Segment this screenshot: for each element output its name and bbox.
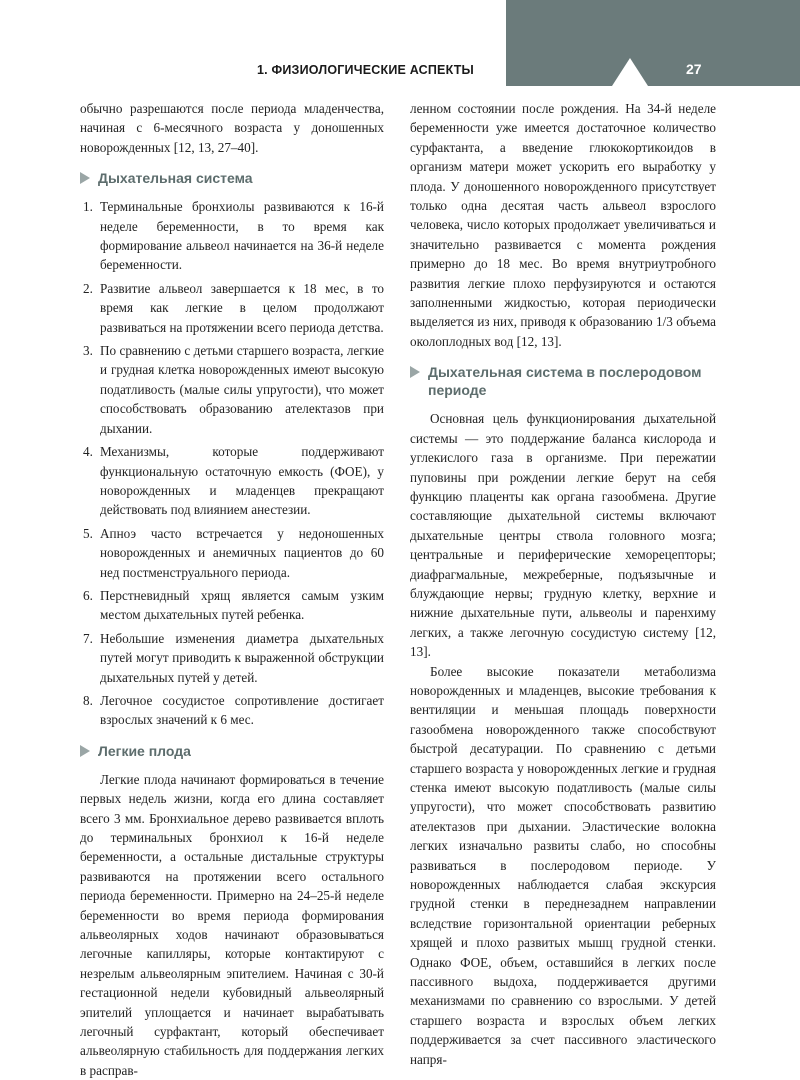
list-item <box>80 279 384 337</box>
list-item <box>80 691 384 730</box>
list-item-number: 4. <box>83 444 93 460</box>
triangle-bullet-icon <box>80 745 90 757</box>
list-item-text: Механизмы, которые поддерживают функциональную остаточную емкость (ФОЕ), у новорожденных и младенцев прекращают действовать под влиянием анестезии. <box>100 444 384 518</box>
triangle-bullet-icon <box>80 172 90 184</box>
chapter-title: 1. ФИЗИОЛОГИЧЕСКИЕ АСПЕКТЫ <box>257 63 474 77</box>
list-item <box>80 629 384 687</box>
intro-paragraph: обычно разрешаются после периода младенчества, начиная с 6-месячного возраста у доношенных новорожденных [12, 13, 27–40]. <box>80 101 384 155</box>
list-item-number: 5. <box>83 525 93 541</box>
list-item-text: Перстневидный хрящ является самым узким местом дыхательных путей ребенка. <box>100 587 384 623</box>
list-item-number: 8. <box>83 692 93 708</box>
section-heading-text: Дыхательная система в послеродовом периоде <box>428 364 702 399</box>
page-number: 27 <box>686 61 702 77</box>
list-item-number: 7. <box>83 630 93 646</box>
header-notch-decoration <box>612 58 648 86</box>
continuation-paragraph: ленном состоянии после рождения. На 34-й неделе беременности уже имеется достаточное количество сурфактанта, а введение глюкокортикоидов в организм матери может ускорить его выработку у плода. У доношенного новорожденного присутствует только одна десятая часть альвеол взрослого человека, число которых продолжает увеличиваться и значительно развивается с момента рождения примерно до 18 мес. Во время внутриутробного развития легкие плохо перфузируются и остаются заполненными жидкостью, которая периодически выделяется из них, приводя к образованию 1/3 объема околоплодных вод [12, 13]. <box>410 101 716 349</box>
section-heading-text: Легкие плода <box>98 742 191 759</box>
postnatal-paragraph-2: Более высокие показатели метаболизма новорожденных и младенцев, высокие требования к вентиляции и меньшая площадь поверхности газообмена новорожденного также способствуют быстрой десатурации. По сравнению с детьми старшего возраста у новорожденных легкие и грудная стенка имеют высокую податливость (малые силы упругости), что может способствовать развитию ателектазов при дыхании. Эластические волокна легких изначально развиты слабо, но способны развиваться в послеродовом периоде. У новорожденных наблюдается слабая экскурсия грудной стенки в переднезаднем направлении вследствие горизонтальной ориентации реберных хрящей и плохо развитых мышц грудной стенки. Однако ФОЕ, объем, оставшийся в легких после пассивного выдоха, поддерживается другими механизмами по сравнению со взрослыми. У детей старшего возраста и взрослых объем легких поддерживается за счет пассивного эластического напря- <box>410 663 716 1067</box>
list-item-number: 1. <box>83 199 93 215</box>
list-item <box>80 197 384 275</box>
list-item-text: Небольшие изменения диаметра дыхательных путей могут приводить к выраженной обструкции дыхательных путей у детей. <box>100 630 384 685</box>
triangle-bullet-icon <box>410 366 420 378</box>
right-column <box>410 99 716 1069</box>
list-item <box>80 524 384 582</box>
list-item-number: 6. <box>83 587 93 603</box>
key-points-list <box>80 197 384 730</box>
section-heading-fetal-lungs <box>80 742 384 760</box>
list-item-number: 3. <box>83 343 93 359</box>
list-item-text: Апноэ часто встречается у недоношенных новорожденных и анемичных пациентов до 60 нед постменструального периода. <box>100 525 384 580</box>
section-heading-postnatal-respiratory <box>410 363 716 399</box>
list-item <box>80 586 384 625</box>
fetal-lungs-paragraph: Легкие плода начинают формироваться в течение первых недель жизни, когда его длина составляет всего 3 мм. Бронхиальное дерево развивается вплоть до терминальных бронхиол к 16-й неделе беременности, а остальные дистальные структуры развиваются на протяжении всего остального периода беременности. Примерно на 24–25-й неделе беременности во время периода формирования альвеолярных ходов начинают образовываться легочные капилляры, которые контактируют с незрелым альвеолярным эпителием. Начиная с 30-й гестационной недели кубовидный альвеолярный эпителий уплощается и начинает вырабатывать легочный сурфактант, который обеспечивает альвеолярную стабильность для поддержания легких в расправ- <box>80 771 384 1078</box>
list-item <box>80 442 384 520</box>
postnatal-paragraph-1: Основная цель функционирования дыхательной системы — это поддержание баланса кислорода и углекислого газа в организме. При пережатии пуповины при рождении легкие берут на себя функцию плаценты как органа газообмена. Другие составляющие дыхательной системы включают дыхательные центры ствола головного мозга; центральные и периферические хеморецепторы; диафрагмальные, межреберные, подъязычные и блуждающие нервы; грудную клетку, верхние и нижние дыхательные пути, альвеолы и паренхиму легких, а также легочную сосудистую систему [12, 13]. <box>410 411 716 660</box>
left-column <box>80 99 384 1080</box>
section-heading-text: Дыхательная система <box>98 170 253 187</box>
list-item-text: Терминальные бронхиолы развиваются к 16-й неделе беременности, в то время как формирование альвеол начинается на 36-й неделе беременности. <box>100 199 384 273</box>
list-item-number: 2. <box>83 280 93 296</box>
list-item <box>80 341 384 438</box>
list-item-text: По сравнению с детьми старшего возраста, легкие и грудная клетка новорожденных имеют высокую податливость (малые силы упругости), что может способствовать образованию ателектазов при дыхании. <box>100 343 384 436</box>
list-item-text: Легочное сосудистое сопротивление достигает взрослых значений к 6 мес. <box>100 692 384 728</box>
list-item-text: Развитие альвеол завершается к 18 мес, в то время как легкие в целом продолжают развиваться на протяжении всего периода детства. <box>100 280 384 335</box>
header-band <box>506 0 800 86</box>
section-heading-respiratory-system <box>80 169 384 187</box>
